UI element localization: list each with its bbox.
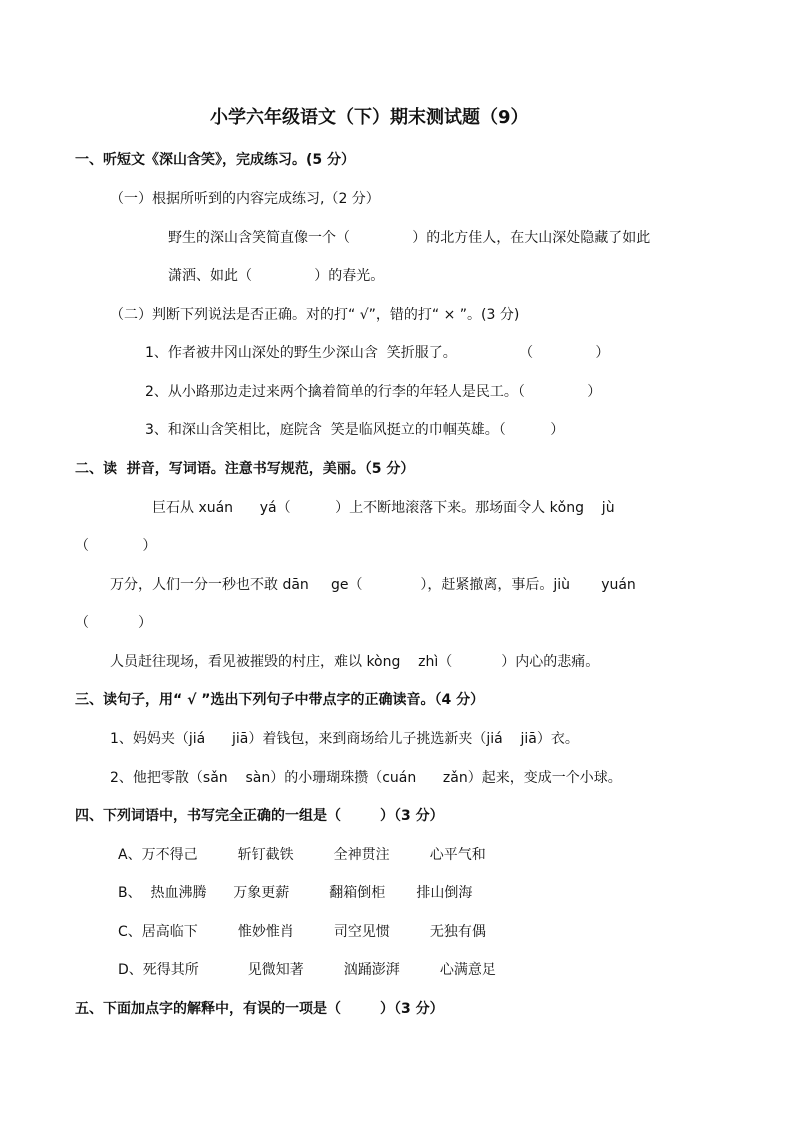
section-3-sentence-1: 1、妈妈夹（jiá jiā）着钱包，来到商场给儿子挑选新夹（jiá jiā）衣。 xyxy=(110,731,579,747)
section-2-line-4: （ ） xyxy=(75,615,152,631)
section-3-sentence-2: 2、他把零散（sǎn sàn）的小珊瑚珠攒（cuán zǎn）起来，变成一个小球。 xyxy=(110,770,622,786)
page-title: 小学六年级语文（下）期末测试题（9） xyxy=(210,107,529,128)
section-2-line-1: 巨石从 xuán yá（ ）上不断地滚落下来。那场面令人 kǒng jù xyxy=(152,500,615,516)
section-1-fill-line-2: 潇洒、如此（ ）的春光。 xyxy=(168,268,385,284)
section-2-heading: 二、读 拼音，写词语。注意书写规范，美丽。（5 分） xyxy=(75,461,415,477)
section-4-option-b: B、 热血沸腾 万象更薪 翻箱倒柜 排山倒海 xyxy=(118,885,473,901)
section-4-option-d: D、死得其所 见微知著 汹踊澎湃 心满意足 xyxy=(118,962,496,978)
section-5-heading: 五、下面加点字的解释中，有误的一项是（ ）（3 分） xyxy=(75,1001,444,1017)
section-1-part2-intro: （二）判断下列说法是否正确。对的打“ √”，错的打“ × ”。(3 分) xyxy=(110,307,520,323)
section-1-judge-1: 1、作者被井冈山深处的野生少深山含 笑折服了。 （ ） xyxy=(145,345,610,361)
section-4-heading: 四、下列词语中，书写完全正确的一组是（ ）（3 分） xyxy=(75,808,444,824)
section-1-judge-2: 2、从小路那边走过来两个擒着简单的行李的年轻人是民工。（ ） xyxy=(145,384,602,400)
section-4-option-a: A、万不得己 斩钉截铁 全神贯注 心平气和 xyxy=(118,847,486,863)
section-1-judge-3: 3、和深山含笑相比，庭院含 笑是临风挺立的巾帼英雄。（ ） xyxy=(145,422,565,438)
section-1-heading: 一、听短文《深山含笑》，完成练习。(5 分） xyxy=(75,152,356,168)
section-1-part1-intro: （一）根据所听到的内容完成练习,（2 分） xyxy=(110,191,380,207)
section-2-line-5: 人员赶往现场，看见被摧毁的村庄，难以 kòng zhì（ ）内心的悲痛。 xyxy=(110,654,600,670)
section-3-heading: 三、读句子，用“ √ ”选出下列句子中带点字的正确读音。（4 分） xyxy=(75,692,485,708)
section-2-line-2: （ ） xyxy=(75,538,157,554)
section-4-option-c: C、居高临下 惟妙惟肖 司空见惯 无独有偶 xyxy=(118,924,486,940)
section-2-line-3: 万分，人们一分一秒也不敢 dān ge（ ），赶紧撤离，事后。jiù yuán xyxy=(110,577,636,593)
section-1-fill-line-1: 野生的深山含笑简直像一个（ ）的北方佳人，在大山深处隐藏了如此 xyxy=(168,230,651,246)
